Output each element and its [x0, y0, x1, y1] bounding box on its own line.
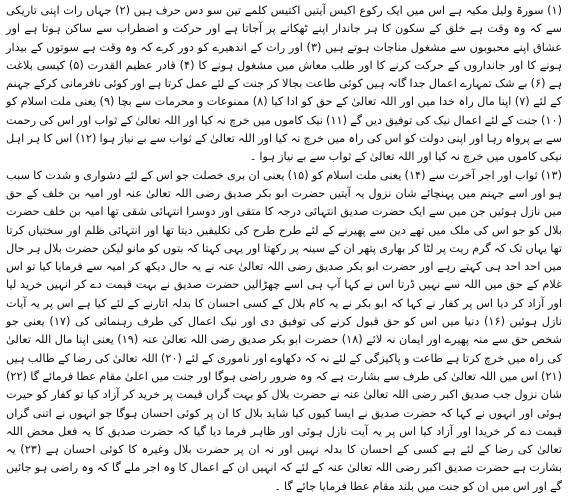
paragraph-1: (۱) سورۃ ولیل مکیہ ہے اس میں ایک رکوع اکیس آیتیں اکتیس کلمے تین سو دس حرف ہیں (۲) جہاں رات اپنی تاریکی سے کہ وہ وقت ہے خلق کے سکون کا ہر جاندار اپنے ٹھکانے پر آجاتا ہے اور حرکت و اضطراب سے ساکن ہوتا ہے اور عشاق اپنے محبوبوں سے مشغول مناجات ہوتے ہیں (۳) اور رات کے اندھیرے کو دور کرے کہ وہ وقت ہے سوتوں کے بیدار ہونے کا اور جانداروں کے حرکت کرنے کا اور طلب معاش میں مشغول ہونے کا (۴) قادر عظیم القدرت (۵) کیسی بلاغت ہے (۶) بے شک تمہارے اعمال جدا گانہ ہیں کوئی طاعت بجالا کر جنت کے لئے عمل کرتا ہے اور کوئی نافرمانی کرکے جہنم کے لئے (۷) اپنا مال راہ خدا میں اور اللہ تعالیٰ کے حق کو ادا کیا (۸) ممنوعات و محرمات سے بچا (۹) یعنی ملت اسلام کو (۱۰) جنت کے لئے اعمال نیک کی توفیق دیں گے (۱۱) نیک کاموں میں خرچ نہ کیا اور اللہ تعالیٰ کے ثواب اور اس کی رحمت سے بے پرواہ رہا اور اپنی دولت کو اس کی راہ میں خرچ نہ کیا اور اللہ تعالیٰ کے ثواب سے بے نیاز ہوا (۱۲) اس کا ہر اہل نیکی کاموں میں خرچ نہ کیا اور اللہ تعالیٰ کے ثواب سے بے نیاز ہوا ۔	[6, 4, 563, 164]
paragraph-2: (۱۳) ثواب اور اجر آخرت سے (۱۴) یعنی ملت اسلام کو (۱۵) یعنی ان بری خصلت جو اس کے لئے دشواری و شدت کا سبب ہو اور اسے جہنم میں پہنچائے شان نزول یہ آیتیں حضرت ابو بکر صدیق رضی اللہ تعالیٰ عنہ اور امیہ بن خلف کے حق میں نازل ہوئیں جن میں سے ایک حضرت صدیق انتہائی درجہ کا متقی اور دوسرا انتہائی شقی تھا امیہ بن خلف حضرت بلال کو جو اس کی ملک میں تھے دین سے پھیرنے کے لئے طرح طرح کی تکلیفیں دیتا تھا اور انتہائی ظلم اور سختیاں کرتا تھا یہاں تک کہ گرم ریت پر لٹا کر بھاری پتھر ان کے سینہ پر رکھتا اور یہی کہتا کہ بتوں کو مانو لیکن حضرت بلال ہر حال میں احد احد ہی کہتے رہے اور حضرت ابو بکر صدیق رضی اللہ تعالیٰ عنہ نے یہ حال دیکھ کر امیہ سے فرمایا کیا تو اس غلام کے حق میں اللہ سے نہیں ڈرتا اس نے کہا آپ ہی اسے چھڑالیں حضرت صدیق نے بہت قیمت دے کر انہیں خرید لیا اور آزاد کر دیا اس پر کفار نے کہا کہ ابو بکر نے یہ کام بلال کے کسی احسان کا بدلہ اتارنے کے لئے کیا ہے اس پر یہ آیات نازل ہوئیں (۱۶) دنیا میں اس کو حق قبول کرنے کی توفیق دی اور نیک اعمال کی طرف رہنمائی کی (۱۷) یعنی جو شخص حق سے منہ پھیرے اور ایمان نہ لائے (۱۸) حضرت ابو بکر صدیق رضی اللہ تعالیٰ عنہ (۱۹) یعنی اپنا مال اللہ تعالیٰ کی راہ میں خرچ کرتا ہے طاعت و پاکیزگی کے لئے نہ کہ دکھاوے اور ناموری کے لئے (۲۰) اللہ تعالیٰ کی رضا کے طالب ہیں (۲۱) اس میں اللہ تعالیٰ کی طرف سے بشارت ہے کہ وہ ضرور راضی ہوگا اور جنت میں اعلیٰ مقام عطا فرمائے گا (۲۲) شان نزول جب صدیق اکبر رضی اللہ تعالیٰ عنہ نے حضرت بلال کو بہت گراں قیمت پر خرید کر آزاد کیا تو کفار کو حیرت ہوئی اور انہوں نے کہا کہ حضرت صدیق نے ایسا کیوں کیا شاید بلال کا ان پر کوئی احسان ہوگا جو انہوں نے اتنی گراں قیمت دے کر خریدا اور آزاد کیا اس پر یہ آیت نازل ہوئی اور ظاہر فرما دیا گیا کہ حضرت صدیق کا یہ فعل محض اللہ تعالیٰ کی رضا کے لئے ہے کسی کے احسان کا بدلہ نہیں اور نہ ان پر حضرت بلال وغیرہ کا کوئی احسان ہے (۲۳) یہ بشارت ہے حضرت صدیق اکبر رضی اللہ تعالیٰ عنہ کے لئے کہ انہیں ان کے اعمال کا وہ اجر ملے گا کہ وہ راضی ہو جائیں گے اور اس میں ان کو جنت میں بلند مقام عطا فرمایا جائے گا ۔	[6, 168, 563, 493]
